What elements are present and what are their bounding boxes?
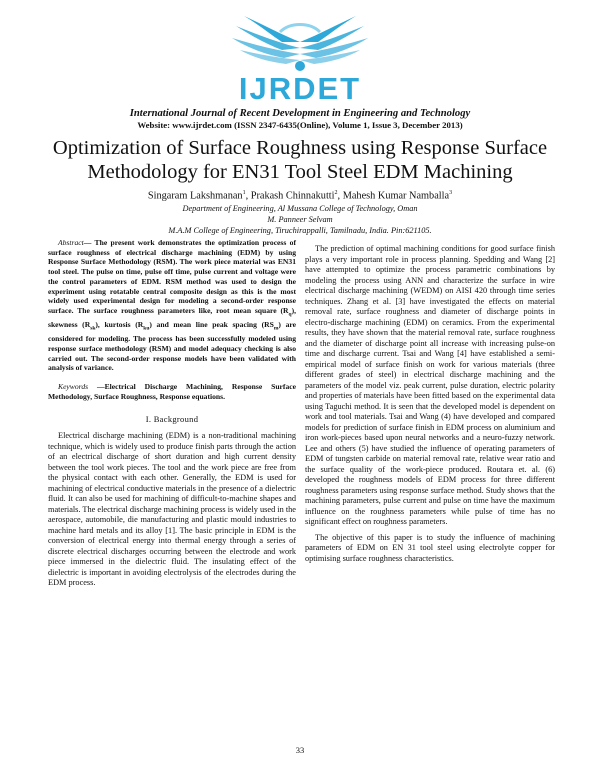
section-heading-background: I. Background <box>145 413 199 424</box>
author-2-sup: 2 <box>334 190 338 196</box>
abstract-label: Abstract <box>58 238 84 247</box>
journal-website: Website: www.ijrdet.com (ISSN 2347-6435(Online), Volume 1, Issue 3, December 2013) <box>137 120 463 130</box>
journal-name: International Journal of Recent Development in Engineering and Technology <box>129 108 471 119</box>
background-paragraph: Electrical discharge machining (EDM) is a non-traditional machining technique, which is widely used to produce finish parts through the action of an electrical discharge of short duration and high current density between the tool work pieces. The tool and the work piece are free from the physical contact with each other. Generally, the EDM is used for machining of electrical conductive materials in the presence of a dielectric fluid. It can also be used for machining of difficult-to-machine shapes and materials. The electrical discharge machining process is widely used in the aerospace, automobile, die manufacturing and plastic mould industries to machine hard metals and its alloy [1]. The basic principle in EDM is the conversion of electrical energy into thermal energy through a series of discrete electrical discharges occurring between the electrode and work piece immersed in the dielectric fluid. The insulating effect of the dielectric is important in avoiding electrolysis of the electrodes during the EDM process. <box>48 431 296 588</box>
journal-logo <box>210 12 390 108</box>
right-column <box>305 244 555 564</box>
logo-text: IJRDET <box>238 71 362 106</box>
abstract: Abstract— The present work demonstrates the optimization process of surface roughness of electrical discharge machining (EDM) by using Response Surface Methodology (RSM). The work piece material was EN31 tool steel. The pulse on time, pulse off time, pulse current and voltage were the control parameters of EDM. RSM method was used to design the experiment using rotatable central composite design as this is the most widely used experimental design for modeling a second-order response surface. The surface roughness parameters like, root mean square $(R_q)$, skewness $(R_{sk})$, kurtosis $(R_{ku})$ and mean line peak spacing $(RS_m)$ are considered for modeling. The process has been successfully modeled using response surface methodology (RSM) and model adequacy checking is also carried out. The second-order response models have been validated with analysis of variance. <box>48 238 296 373</box>
author-3-sup: 3 <box>449 190 453 196</box>
affiliation-2: M. Panneer Selvam <box>267 215 333 224</box>
right-paragraph-2: The objective of this paper is to study the influence of machining parameters of EDM on EN 31 tool steel using electrolyte copper for optimising surface roughness characteristics. <box>305 532 555 563</box>
paper-title: Optimization of Surface Roughness using Response Surface Methodology for EN31 Tool Steel EDM Machining <box>52 137 548 183</box>
affiliation-3: M.A.M College of Engineering, Tiruchirappalli, Tamilnadu, India. Pin:621105. <box>168 226 432 235</box>
author-list: Singaram Lakshmanan$^1$, Prakash Chinnakutti$^2$, Mahesh Kumar Namballa$^3$ <box>147 190 453 202</box>
keywords-label: Keywords <box>58 382 89 392</box>
author-1-sup: 1 <box>242 190 246 196</box>
left-column <box>48 238 296 589</box>
keywords: Keywords —Electrical Discharge Machining, Response Surface Methodology, Surface Roughness, Response equations. <box>48 382 296 401</box>
affiliation-1: Department of Engineering, Al Mussana College of Technology, Oman <box>182 204 418 213</box>
right-paragraph-1: The prediction of optimal machining conditions for good surface finish plays a very important role in process planning. Spedding and Wang [2] have attempted to optimize the process parametric combinations by modeling the process using ANN and characterize the surface in wire electrical discharge machining (WEDM) on AISI 420 through time series techniques. Zhang et al. [3] have investigated the effects on material removal rate, surface roughness and diameter of discharge points in electro-discharge machining (EDM) on ceramics. From the experimental results, they have shown that the material removal rate, surface roughness and the diameter of discharge point all increase with increasing pulse-on time and discharge current. Tsai and Wang [4] have established a semi-empirical model of surface finish on work for various materials (three different grades of steel) in electrical discharge machining and the parameters of the model viz. peak current, pulse duration, electric polarity and properties of materials have been fitted based on the experimental data using Taguchi method. It is seen that the developed model is dependent on work and tool materials. Tsai and Wang (4) have developed and compared models for prediction of surface finish in EDM process on aluminium and iron work-pieces based upon neural networks and a neuro-fuzzy network. Lee and others (5) have studied the influence of operating parameters of EDM of tungsten carbide on material removal rate, relative wear ratio and the surface quality of the work-piece produced. Routara et. al. (6) developed the roughness models of EDM process for three different roughness parameters using response surface method. Study shows that the machining parameters, pulse current and pulse on time have the maximum influence on the roughness parameters while pulse of time has no significant effect on roughness parameters. <box>305 244 555 526</box>
logo-wings-icon <box>210 12 390 76</box>
page-number: 33 <box>295 745 305 755</box>
author-2: Prakash Chinnakutti <box>250 190 335 202</box>
author-3: Mahesh Kumar Namballa <box>342 190 450 202</box>
author-1: Singaram Lakshmanan <box>147 190 243 202</box>
